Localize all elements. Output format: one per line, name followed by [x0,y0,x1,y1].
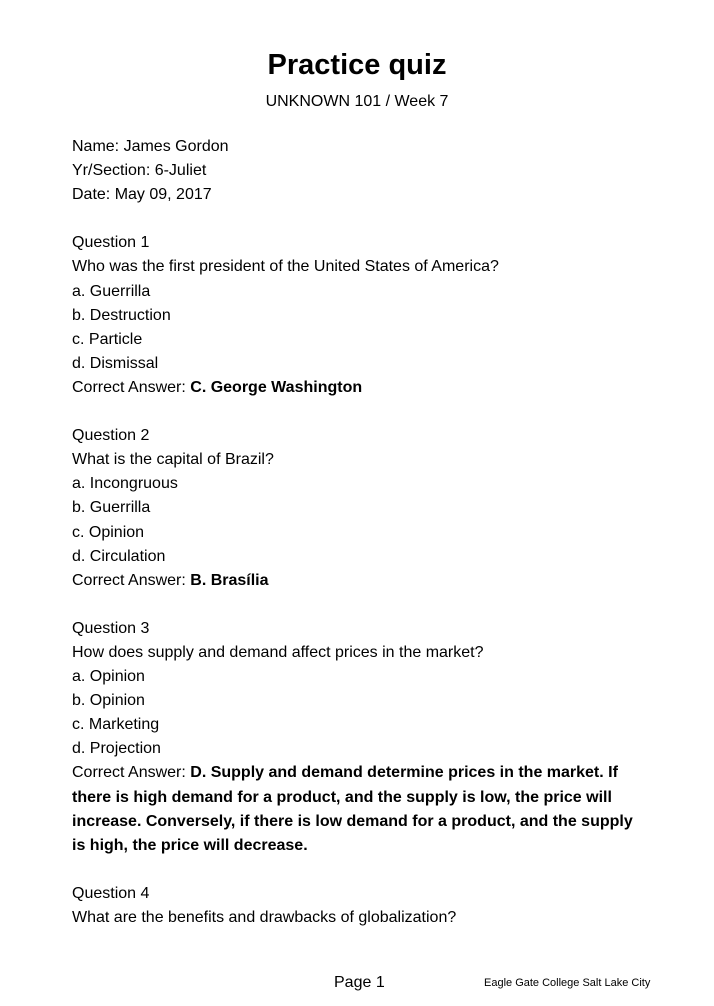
question-heading: Question 4 [72,884,150,902]
answer-option: d. Circulation [72,547,166,565]
correct-answer-value: B. Brasília [190,571,269,589]
correct-answer-label: Correct Answer: [72,764,186,782]
correct-answer-value: C. George Washington [190,378,363,396]
question-heading: Question 3 [72,619,150,637]
student-name: Name: James Gordon [72,138,229,155]
course-subtitle: UNKNOWN 101 / Week 7 [265,93,449,110]
page-number: Page 1 [334,974,385,991]
correct-answer [72,569,647,593]
question-block [72,617,647,858]
answer-option: b. Guerrilla [72,499,151,517]
student-section: Yr/Section: 6-Juliet [72,162,207,180]
question-text: Who was the first president of the United States of America? [72,258,499,276]
quiz-date: Date: May 09, 2017 [72,186,212,204]
question-text: What is the capital of Brazil? [72,451,274,469]
answer-option: d. Projection [72,740,161,758]
page-title: Practice quiz [267,49,447,81]
answer-option: b. Destruction [72,306,171,324]
question-block [72,882,647,930]
question-heading: Question 1 [72,234,150,252]
question-block [72,424,647,593]
question-text: How does supply and demand affect prices in the market? [72,643,484,661]
answer-option: b. Opinion [72,692,145,710]
answer-option: a. Incongruous [72,475,178,493]
correct-answer-value: D. Supply and demand determine prices in the market. If there is high demand for a product, and the supply is low, the price will increase. Conversely, if there is low demand for a product, and the supply is high, the price will decrease. [72,764,633,854]
correct-answer [72,761,647,857]
footer-school-name: Eagle Gate College Salt Lake City [484,977,651,989]
correct-answer [72,376,647,400]
answer-option: c. Marketing [72,716,160,734]
question-block [72,231,647,400]
question-heading: Question 2 [72,427,150,445]
answer-option: c. Opinion [72,523,145,541]
correct-answer-label: Correct Answer: [72,571,186,589]
correct-answer-label: Correct Answer: [72,378,186,396]
answer-option: a. Guerrilla [72,282,151,300]
answer-option: d. Dismissal [72,354,159,372]
quiz-content [72,135,647,930]
answer-option: a. Opinion [72,668,145,686]
question-text: What are the benefits and drawbacks of globalization? [72,909,457,926]
answer-option: c. Particle [72,330,143,348]
